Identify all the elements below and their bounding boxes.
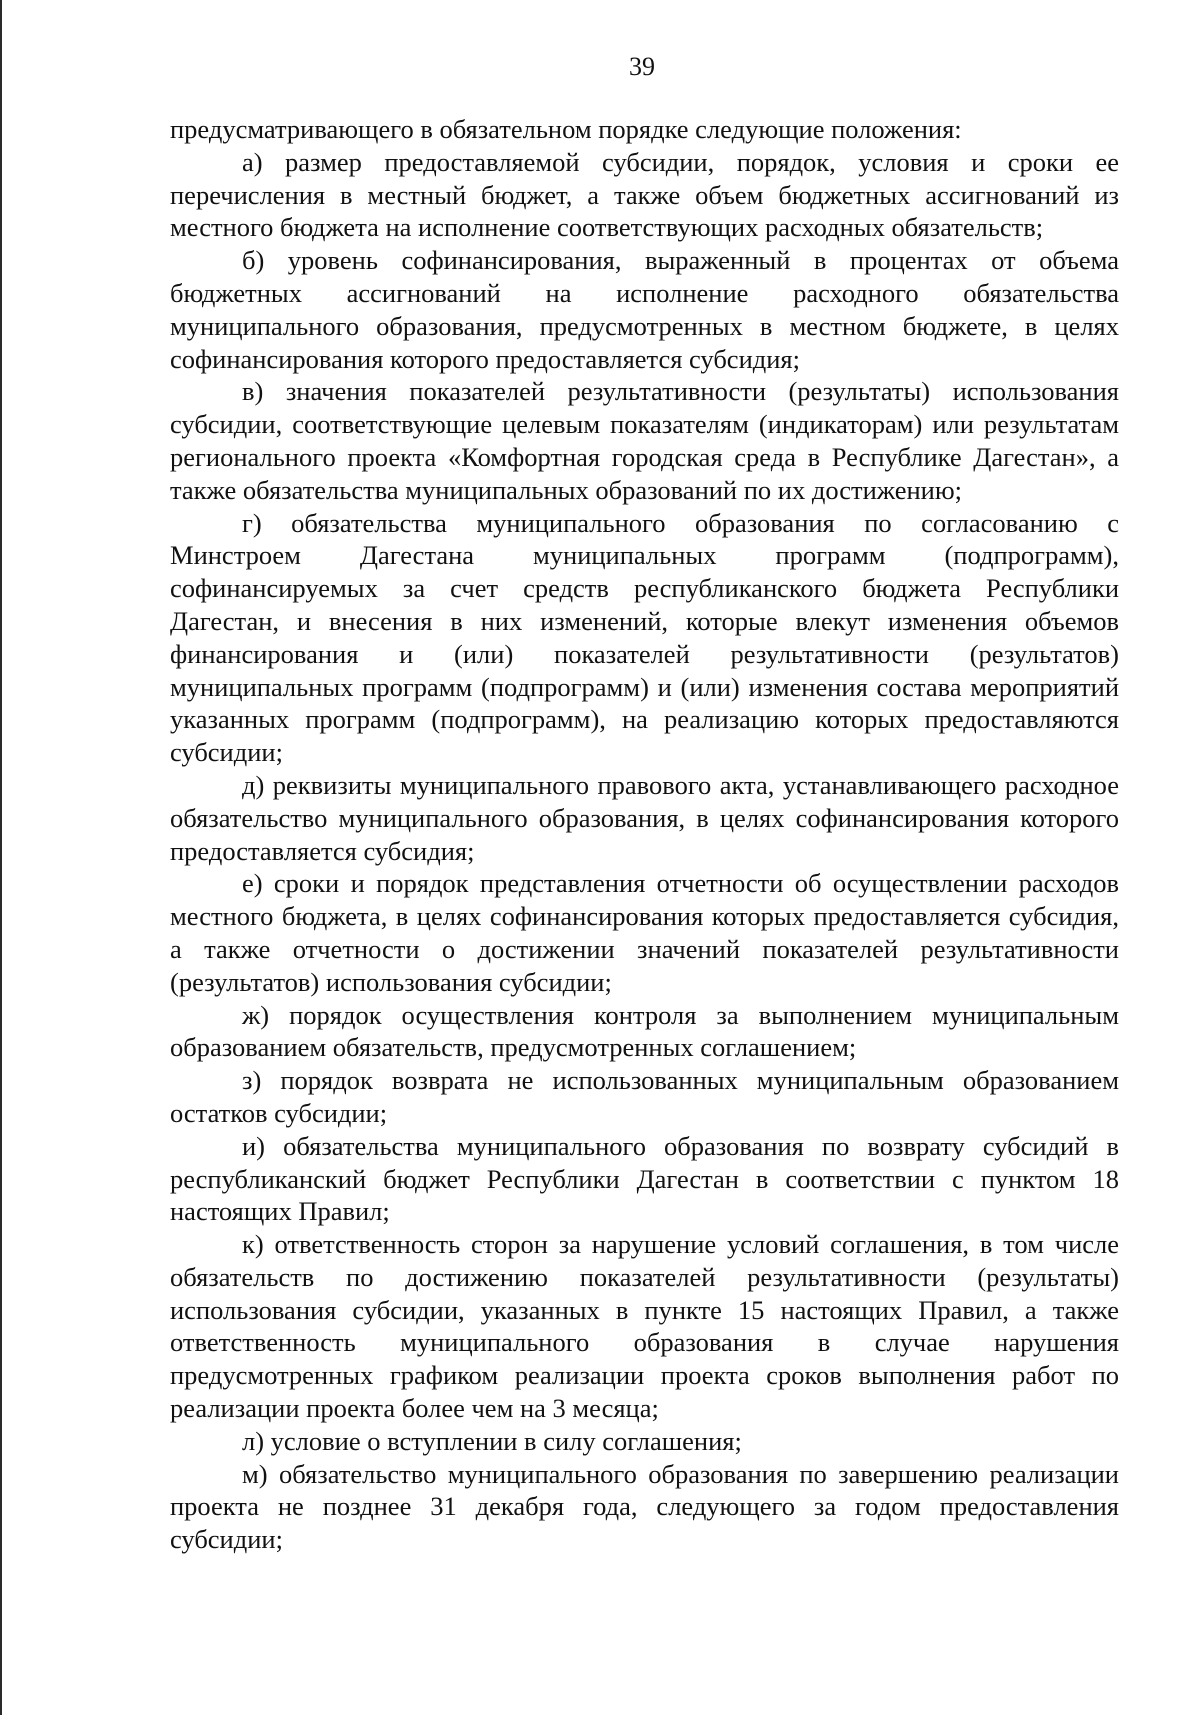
paragraph-k: к) ответственность сторон за нарушение условий соглашения, в том числе обязательств по достижению показателей результативности (результаты) использования субсидии, указанных в пункте 15 настоящих Правил, а также ответственность муниципального образования в случае нарушения предусмотренных графиком реализации проекта сроков выполнения работ по реализации проекта более чем на 3 месяца;: [170, 1229, 1119, 1424]
paragraph-zh: ж) порядок осуществления контроля за выполнением муниципальным образованием обязательств, предусмотренных соглашением;: [170, 999, 1119, 1063]
paragraph-g: г) обязательства муниципального образования по согласованию с Минстроем Дагестана муниципальных программ (подпрограмм), софинансируемых за счет средств республиканского бюджета Республики Дагестан, и внесения в них изменений, которые влекут изменения объемов финансирования и (или) показателей результативности (результатов) муниципальных программ (подпрограмм) и (или) изменения состава мероприятий указанных программ (подпрограмм), на реализацию которых предоставляются субсидии;: [170, 507, 1119, 768]
scan-edge: [0, 0, 2, 1715]
paragraph-e: е) сроки и порядок представления отчетности об осуществлении расходов местного бюджета, в целях софинансирования которых предоставляется субсидия, а также отчетности о достижении значений показателей результативности (результатов) использования субсидии;: [170, 868, 1119, 997]
paragraph-v: в) значения показателей результативности (результаты) использования субсидии, соответствующие целевым показателям (индикаторам) или результатам регионального проекта «Комфортная городская среда в Республике Дагестан», а также обязательства муниципальных образований по их достижению;: [170, 376, 1119, 505]
paragraph-d: д) реквизиты муниципального правового акта, устанавливающего расходное обязательство муниципального образования, в целях софинансирования которого предоставляется субсидия;: [170, 769, 1119, 866]
page-number: 39: [629, 52, 655, 81]
paragraph-m: м) обязательство муниципального образования по завершению реализации проекта не позднее 31 декабря года, следующего за годом предоставления субсидии;: [170, 1458, 1119, 1555]
paragraph-b: б) уровень софинансирования, выраженный в процентах от объема бюджетных ассигнований на исполнение расходного обязательства муниципального образования, предусмотренных в местном бюджете, в целях софинансирования которого предоставляется субсидия;: [170, 245, 1119, 374]
paragraph-i: и) обязательства муниципального образования по возврату субсидий в республиканский бюджет Республики Дагестан в соответствии с пунктом 18 настоящих Правил;: [170, 1130, 1119, 1227]
paragraph-l: л) условие о вступлении в силу соглашения;: [242, 1425, 742, 1456]
paragraph-z: з) порядок возврата не использованных муниципальным образованием остатков субсидии;: [170, 1065, 1119, 1128]
paragraph-intro: предусматривающего в обязательном порядке следующие положения:: [170, 114, 962, 144]
document-body: [170, 113, 1119, 1556]
paragraph-a: а) размер предоставляемой субсидии, порядок, условия и сроки ее перечисления в местный бюджет, а также объем бюджетных ассигнований из местного бюджета на исполнение соответствующих расходных обязательств;: [170, 146, 1119, 243]
